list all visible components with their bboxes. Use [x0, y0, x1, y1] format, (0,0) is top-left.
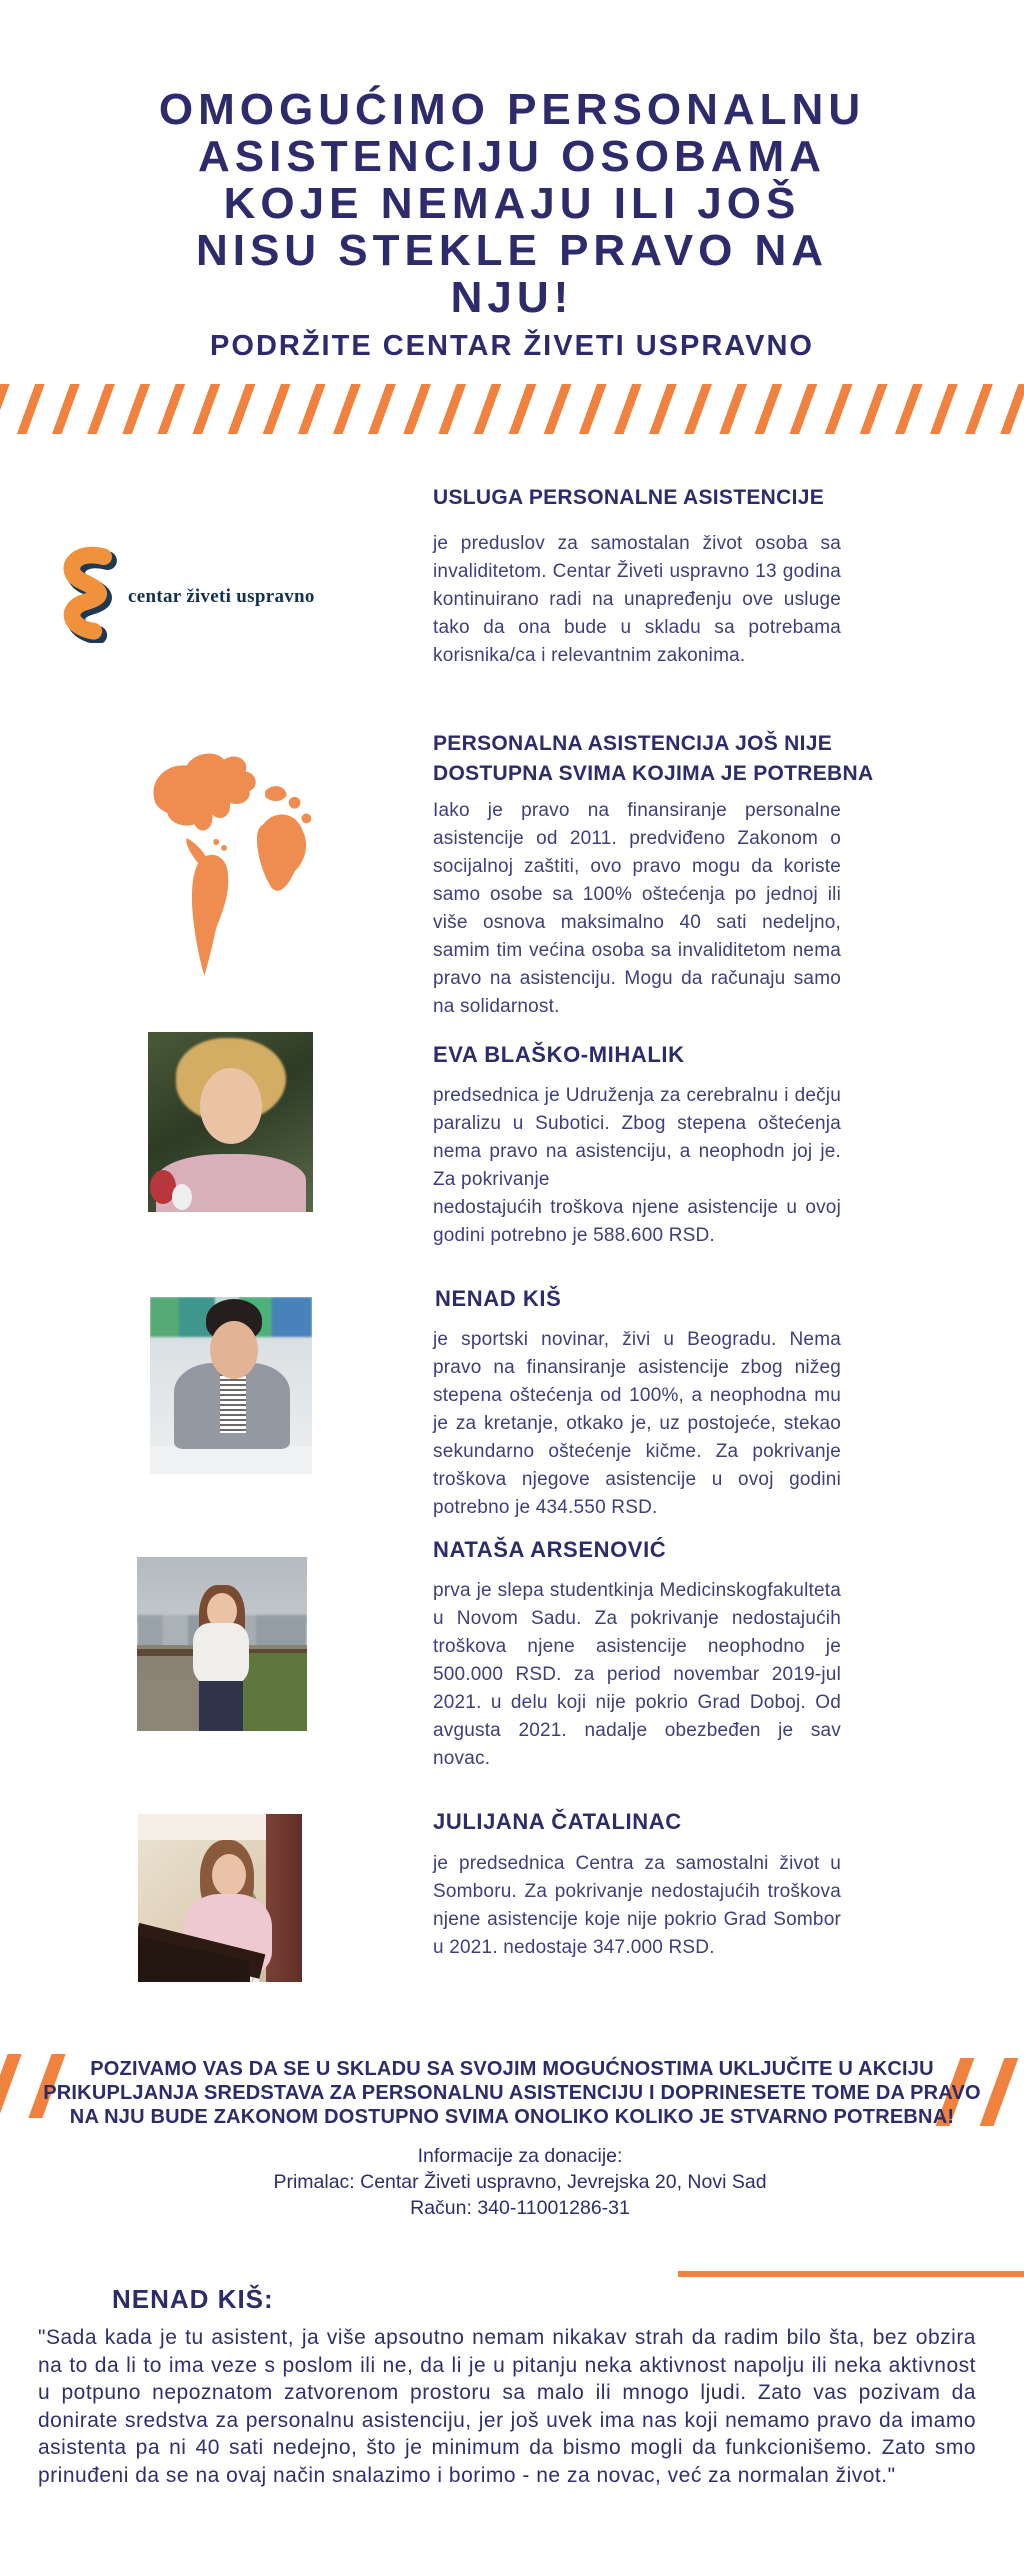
photo-detail	[172, 1184, 192, 1210]
quote-heading: NENAD KIŠ:	[112, 2284, 274, 2314]
person-name-eva: EVA BLAŠKO-MIHALIK	[433, 1042, 685, 1067]
section-heading-line: DOSTUPNA SVIMA KOJIMA JE POTREBNA	[433, 762, 874, 785]
page-title-line: NISU STEKLE PRAVO NA	[195, 226, 829, 275]
photo-detail	[150, 1446, 312, 1474]
photo-detail	[199, 1681, 243, 1731]
person-name-natasa: NATAŠA ARSENOVIĆ	[433, 1537, 667, 1562]
photo-detail	[220, 1371, 246, 1433]
photo-nenad	[150, 1297, 312, 1474]
section-heading-usluga: USLUGA PERSONALNE ASISTENCIJE	[433, 486, 825, 509]
page-title	[0, 86, 1024, 321]
photo-julijana	[138, 1814, 302, 1982]
photo-natasa	[137, 1557, 307, 1731]
photo-detail	[210, 1321, 258, 1379]
page-subtitle: PODRŽITE CENTAR ŽIVETI USPRAVNO	[210, 330, 814, 362]
cta-line: NA NJU BUDE ZAKONOM DOSTUPNO SVIMA ONOLIKO KOLIKO JE STVARNO POTREBNA!	[69, 2106, 955, 2128]
section-heading-line: PERSONALNA ASISTENCIJA JOŠ NIJE	[433, 732, 833, 755]
person-bio-eva	[433, 1082, 841, 1250]
section-body-dostupnost: Iako je pravo na finansiranje personalne asistencije od 2011. predviđeno Zakonom o socijalnoj zaštiti, ovo pravo mogu da koriste samo osobe sa 100% oštećenja po jednoj ili više osnova maksimalno 40 sati nedeljno, samim tim većina osoba sa invaliditetom nema pravo na asistenciju. Mogu da računaju samo na solidarnost.	[433, 800, 841, 1017]
photo-detail	[193, 1623, 249, 1685]
cta-line: PRIKUPLJANJA SREDSTAVA ZA PERSONALNU ASISTENCIJU I DOPRINESETE TOME DA PRAVO	[43, 2082, 981, 2104]
diagonal-stripes-band	[0, 384, 1024, 434]
section-heading-dostupnost	[433, 729, 873, 789]
person-bio-natasa: prva je slepa studentkinja Medicinskogfakulteta u Novom Sadu. Za pokrivanje nedostajućih troškova njene asistencije neophodno je 500.000 RSD. za period novembar 2019-jul 2021. u delu koji nije pokrio Grad Doboj. Od avgusta 2021. nadalje obezbeđen je sav novac.	[433, 1580, 841, 1769]
photo-detail	[266, 1814, 302, 1982]
person-bio-julijana: je predsednica Centra za samostalni život u Somboru. Za pokrivanje nedostajućih troškova njene asistencije koje nije pokrio Grad Sombor u 2021. nedostaje 347.000 RSD.	[433, 1853, 841, 1958]
cta-line: POZIVAMO VAS DA SE U SKLADU SA SVOJIM MOGUĆNOSTIMA UKLJUČITE U AKCIJU	[90, 2058, 934, 2080]
world-map-image	[125, 740, 323, 995]
quote-text: "Sada kada je tu asistent, ja više apsoutno nemam nikakav strah da radim bilo šta, bez obzira na to da li to ima veze s poslom ili ne, da li je u pitanju neka aktivnost napolju ili neka aktivnost u potpuno nepoznatom zatvorenom prostoru sa malo ili mnogo ljudi. Zato vas pozivam da donirate sredstva za personalnu asistenciju, jer još uvek ima nas koji nemamo pravo da imamo asistenta pa ni 40 sati nedejno, što je minimum da bismo mogli da funkcionišemo. Zato smo prinuđeni da se na ovaj način snalazimo i borimo - ne za novac, već za normalan život."	[38, 2326, 976, 2487]
donation-line: Primalac: Centar Živeti uspravno, Jevrejska 20, Novi Sad	[273, 2171, 767, 2193]
logo-text: centar živeti uspravno	[128, 586, 315, 607]
page-title-line: NJU!	[450, 273, 574, 322]
photo-eva	[148, 1032, 313, 1212]
donation-line: Informacije za donacije:	[417, 2145, 623, 2167]
orange-divider	[678, 2271, 1024, 2277]
person-name-nenad: NENAD KIŠ	[435, 1286, 562, 1311]
person-bio-text: predsednica je Udruženja za cerebralnu i dečju paralizu u Subotici. Zbog stepena oštećenja nema pravo na asistenciju, a neophodn joj je. Za pokrivanje	[433, 1085, 841, 1190]
page-title-line: OMOGUĆIMO PERSONALNU	[158, 85, 866, 134]
person-bio-text: nedostajućih troškova njene asistencije u ovoj godini potrebno je 588.600 RSD.	[433, 1197, 841, 1246]
donation-info	[0, 2143, 1024, 2221]
page-title-line: ASISTENCIJU OSOBAMA	[198, 132, 826, 181]
section-body-usluga: je preduslov za samostalan život osoba sa invaliditetom. Centar Živeti uspravno 13 godina kontinuirano radi na unapređenju ove usluge tako da ona bude u skladu sa potrebama korisnika/ca i relevantnim zakonima.	[433, 533, 841, 666]
photo-detail	[200, 1068, 262, 1144]
person-name-julijana: JULIJANA ČATALINAC	[433, 1809, 682, 1834]
photo-detail	[212, 1854, 246, 1896]
donation-line: Račun: 340-11001286-31	[410, 2197, 630, 2219]
logo-mark-icon	[50, 545, 124, 643]
cta-banner	[0, 2057, 1024, 2129]
person-bio-nenad: je sportski novinar, živi u Beogradu. Nema pravo na finansiranje asistencije zbog nižeg stepena oštećenja od 100%, a neophodna mu je za kretanje, otkako je, uz postojeće, stekao sekundarno oštećenje kičme. Za pokrivanje troškova njegove asistencije u ovoj godini potrebno je 434.550 RSD.	[433, 1329, 841, 1518]
page-title-line: KOJE NEMAJU ILI JOŠ	[223, 179, 801, 228]
